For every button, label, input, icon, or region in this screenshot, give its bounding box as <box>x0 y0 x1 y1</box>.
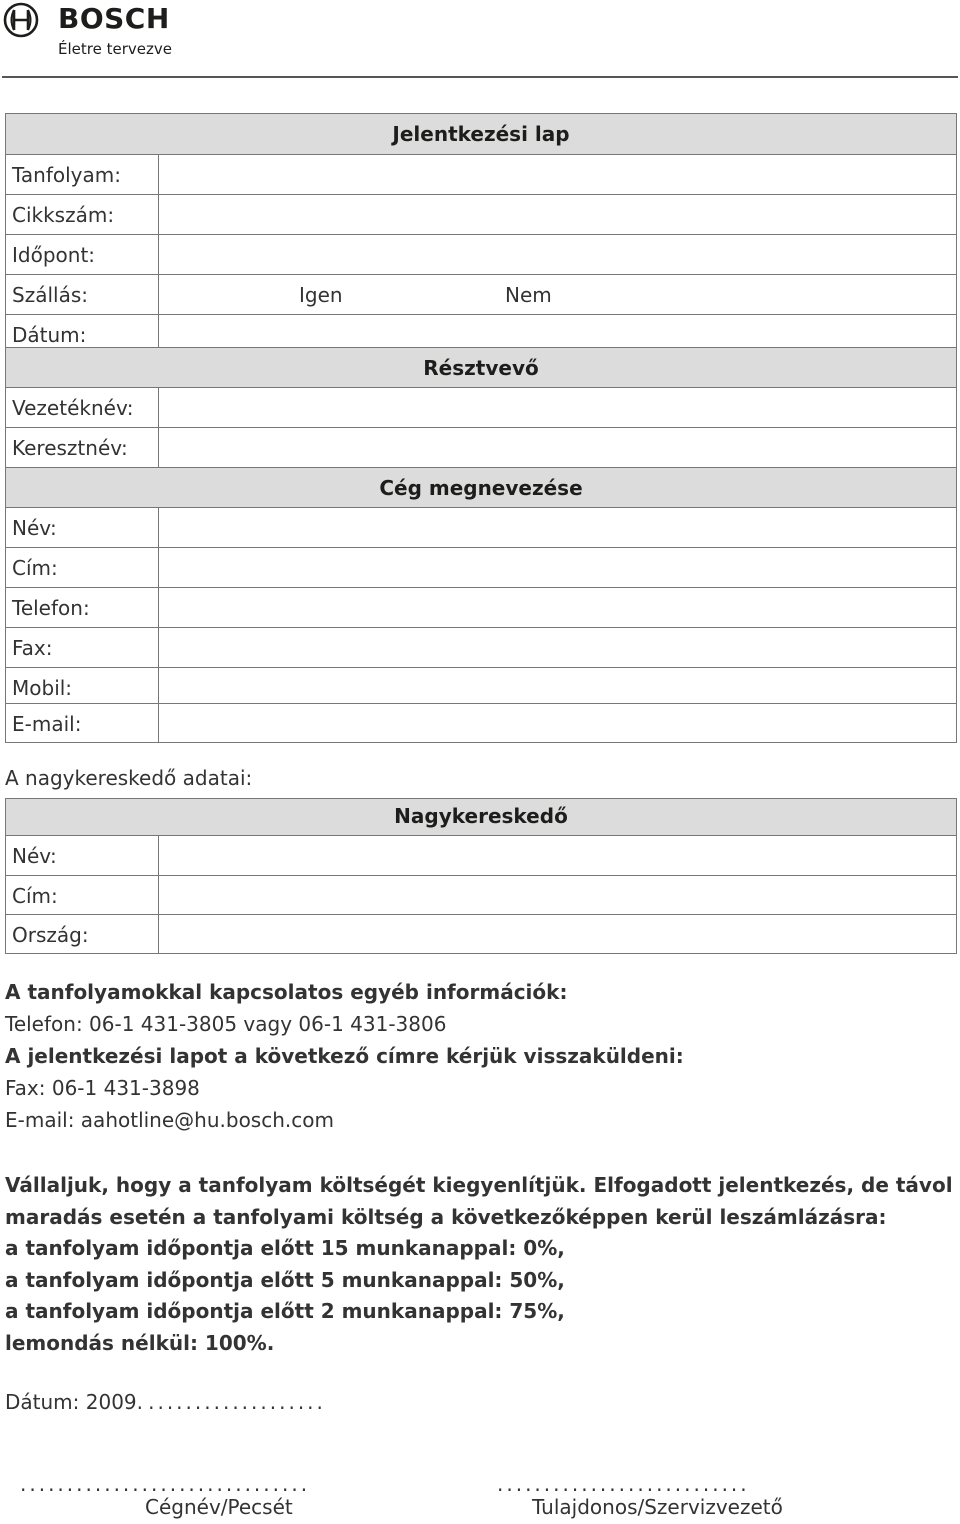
participant-header: Résztvevő <box>423 356 539 380</box>
field-label-company-fax: Fax: <box>12 636 53 660</box>
accommodation-option-yes[interactable]: Igen <box>299 283 343 307</box>
field-row-time[interactable] <box>6 234 956 274</box>
field-label-accommodation: Szállás: <box>12 283 88 307</box>
field-label-surname: Vezetéknév: <box>12 396 134 420</box>
field-label-company-email: E-mail: <box>12 712 82 736</box>
info-email[interactable]: E-mail: aahotline@hu.bosch.com <box>5 1108 334 1132</box>
company-stamp-line[interactable]: ............................... <box>20 1472 311 1496</box>
wholesaler-header: Nagykereskedő <box>394 804 568 828</box>
field-label-item-number: Cikkszám: <box>12 203 115 227</box>
field-label-company-name: Név: <box>12 516 57 540</box>
field-row-company-address[interactable] <box>6 547 956 587</box>
column-divider <box>158 704 159 743</box>
terms-block <box>5 1170 960 1360</box>
field-row-surname[interactable] <box>6 387 956 427</box>
company-stamp-label: Cégnév/Pecsét <box>145 1495 293 1519</box>
brand-name: BOSCH <box>58 2 170 35</box>
column-divider <box>158 588 159 627</box>
field-row-company-email[interactable] <box>6 703 956 743</box>
owner-signature-line[interactable]: ........................... <box>497 1472 750 1496</box>
wholesaler-table <box>5 798 957 954</box>
return-heading: A jelentkezési lapot a következő címre kérjük visszaküldeni: <box>5 1044 684 1068</box>
field-row-wholesaler-name[interactable] <box>6 835 956 875</box>
column-divider <box>158 275 159 314</box>
form-title: Jelentkezési lap <box>392 122 570 146</box>
field-row-course[interactable] <box>6 154 956 194</box>
field-label-course: Tanfolyam: <box>12 163 121 187</box>
column-divider <box>158 155 159 194</box>
column-divider <box>158 836 159 875</box>
column-divider <box>158 508 159 547</box>
field-label-wholesaler-country: Ország: <box>12 923 89 947</box>
terms-line: a tanfolyam időpontja előtt 15 munkanappal: 0%, <box>5 1236 565 1261</box>
column-divider <box>158 235 159 274</box>
field-row-company-fax[interactable] <box>6 627 956 667</box>
field-row-accommodation[interactable] <box>6 274 956 314</box>
info-fax: Fax: 06-1 431-3898 <box>5 1076 200 1100</box>
date-fill-line[interactable]: ................... <box>148 1390 326 1414</box>
header-rule <box>2 76 958 78</box>
date-line <box>5 1390 326 1414</box>
field-label-date: Dátum: <box>12 323 87 347</box>
form-title-row <box>6 114 956 154</box>
field-label-company-mobile: Mobil: <box>12 676 73 700</box>
column-divider <box>158 876 159 915</box>
column-divider <box>158 915 159 954</box>
field-row-company-phone[interactable] <box>6 587 956 627</box>
participant-header-row <box>6 347 956 387</box>
field-label-company-phone: Telefon: <box>12 596 90 620</box>
field-row-wholesaler-country[interactable] <box>6 914 956 954</box>
terms-paragraph: Vállaljuk, hogy a tanfolyam költségét kiegyenlítjük. Elfogadott jelentkezés, de távol maradás esetén a tanfolyami költség a következőképpen kerül leszámlázásra: <box>5 1173 953 1229</box>
field-row-company-mobile[interactable] <box>6 667 956 707</box>
field-row-item-number[interactable] <box>6 194 956 234</box>
field-label-wholesaler-address: Cím: <box>12 884 58 908</box>
bosch-armature-icon <box>3 2 39 38</box>
column-divider <box>158 628 159 667</box>
column-divider <box>158 428 159 467</box>
field-label-time: Időpont: <box>12 243 96 267</box>
terms-line: a tanfolyam időpontja előtt 2 munkanappal: 75%, <box>5 1299 565 1324</box>
field-row-first-name[interactable] <box>6 427 956 467</box>
terms-line: lemondás nélkül: 100%. <box>5 1330 275 1355</box>
info-heading: A tanfolyamokkal kapcsolatos egyéb információk: <box>5 980 568 1004</box>
field-label-first-name: Keresztnév: <box>12 436 128 460</box>
info-phone: Telefon: 06-1 431-3805 vagy 06-1 431-3806 <box>5 1012 447 1036</box>
wholesaler-section-label: A nagykereskedő adatai: <box>5 766 253 790</box>
column-divider <box>158 668 159 707</box>
owner-signature-label: Tulajdonos/Szervizvezető <box>532 1495 783 1519</box>
field-label-company-address: Cím: <box>12 556 58 580</box>
date-label: Dátum: 2009. <box>5 1390 144 1414</box>
field-row-wholesaler-address[interactable] <box>6 875 956 915</box>
field-label-wholesaler-name: Név: <box>12 844 57 868</box>
column-divider <box>158 195 159 234</box>
field-row-company-name[interactable] <box>6 507 956 547</box>
company-header-row <box>6 467 956 507</box>
column-divider <box>158 548 159 587</box>
column-divider <box>158 388 159 427</box>
accommodation-option-no[interactable]: Nem <box>505 283 552 307</box>
registration-form-table <box>5 113 957 743</box>
brand-tagline: Életre tervezve <box>58 40 172 58</box>
wholesaler-header-row <box>6 799 956 835</box>
company-header: Cég megnevezése <box>379 476 583 500</box>
terms-line: a tanfolyam időpontja előtt 5 munkanappal: 50%, <box>5 1267 565 1292</box>
